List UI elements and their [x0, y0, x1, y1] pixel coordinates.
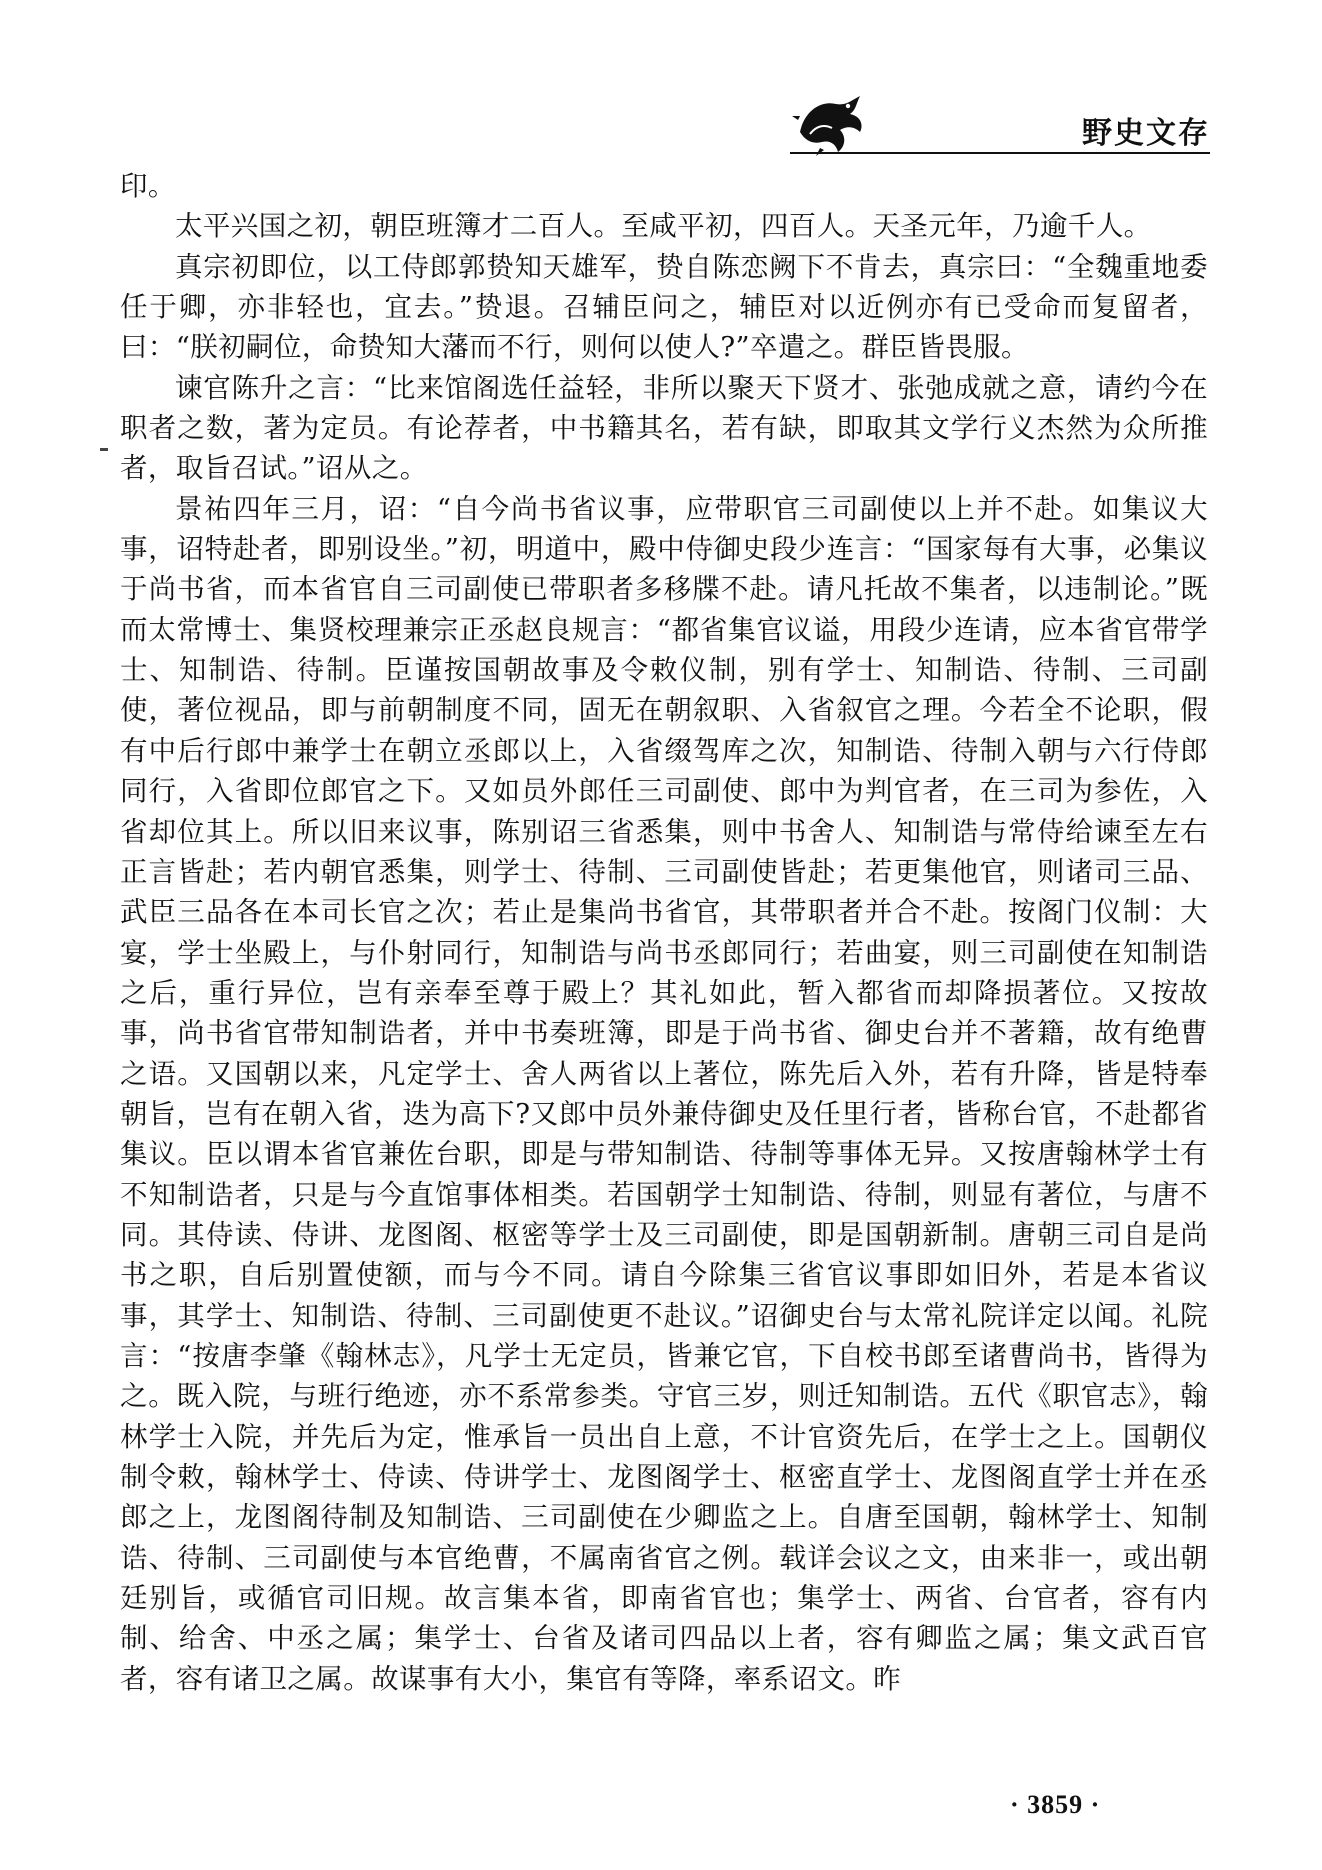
paragraph: 景祐四年三月，诏：“自今尚书省议事，应带职官三司副使以上并不赴。如集议大事，诏特赴者，即别设坐。”初，明道中，殿中侍御史段少连言：“国家每有大事，必集议于尚书省，而本省官自三司副使已带职者多移牒不赴。请凡托故不集者，以违制论。”既而太常博士、集贤校理兼宗正丞赵良规言：“都省集官议谥，用段少连请，应本省官带学士、知制诰、待制。臣谨按国朝故事及令敕仪制，别有学士、知制诰、待制、三司副使，著位视品，即与前朝制度不同，固无在朝叙职、入省叙官之理。今若全不论职，假有中后行郎中兼学士在朝立丞郎以上，入省缀驾库之次，知制诰、待制入朝与六行侍郎同行，入省即位郎官之下。又如员外郎任三司副使、郎中为判官者，在三司为参佐，入省却位其上。所以旧来议事，陈别诏三省悉集，则中书舍人、知制诰与常侍给谏至左右正言皆赴；若内朝官悉集，则学士、待制、三司副使皆赴；若更集他官，则诸司三品、武臣三品各在本司长官之次；若止是集尚书省官，其带职者并合不赴。按阁门仪制：大宴，学士坐殿上，与仆射同行，知制诰与尚书丞郎同行；若曲宴，则三司副使在知制诰之后，重行异位，岂有亲奉至尊于殿上？其礼如此，暂入都省而却降损著位。又按故事，尚书省官带知制诰者，并中书奏班簿，即是于尚书省、御史台并不著籍，故有绝曹之语。又国朝以来，凡定学士、舍人两省以上著位，陈先后入外，若有升降，皆是特奉朝旨，岂有在朝入省，迭为高下?又郎中员外兼侍御史及任里行者，皆称台官，不赴都省集议。臣以谓本省官兼佐台职，即是与带知制诰、待制等事体无异。又按唐翰林学士有不知制诰者，只是与今直馆事体相类。若国朝学士知制诰、待制，则显有著位，与唐不同。其侍读、侍讲、龙图阁、枢密等学士及三司副使，即是国朝新制。唐朝三司自是尚书之职，自后别置使额，而与今不同。请自今除集三省官议事即如旧外，若是本省议事，其学士、知制诰、待制、三司副使更不赴议。”诏御史台与太常礼院详定以闻。礼院言：“按唐李肇《翰林志》，凡学士无定员，皆兼它官，下自校书郎至诸曹尚书，皆得为之。既入院，与班行绝迹，亦不系常参类。守官三岁，则迁知制诰。五代《职官志》，翰林学士入院，并先后为定，惟承旨一员出自上意，不计官资先后，在学士之上。国朝仪制令敕，翰林学士、侍读、侍讲学士、龙图阁学士、枢密直学士、龙图阁直学士并在丞郎之上，龙图阁待制及知制诰、三司副使在少卿监之上。自唐至国朝，翰林学士、知制诰、待制、三司副使与本官绝曹，不属南省官之例。载详会议之文，由来非一，或出朝廷别旨，或循官司旧规。故言集本省，即南省官也；集学士、两省、台官者，容有内制、给舍、中丞之属；集学士、台省及诸司四品以上者，容有卿监之属；集文武百官者，容有诸卫之属。故谋事有大小，集官有等降，率系诏文。昨: [120, 492, 1208, 1695]
paragraph: 谏官陈升之言：“比来馆阁选任益轻，非所以聚天下贤才、张弛成就之意，请约今在职者之数，著为定员。有论荐者，中书籍其名，若有缺，即取其文学行义杰然为众所推者，取旨召试。”诏从之。: [120, 371, 1208, 485]
running-header: [790, 90, 1210, 160]
header-rule: [790, 152, 1210, 154]
paragraph: 太平兴国之初，朝臣班簿才二百人。至咸平初，四百人。天圣元年，乃逾千人。: [175, 210, 1152, 243]
paragraph: 印。: [120, 170, 176, 202]
page-number: · 3859 ·: [1010, 1790, 1101, 1819]
paragraph: 真宗初即位，以工侍郎郭贽知天雄军，贽自陈恋阙下不肯去，真宗曰：“全魏重地委任于卿，亦非轻也，宜去。”贽退。召辅臣问之，辅臣对以近例亦有已受命而复留者，曰：“朕初嗣位，命贽知大藩而不行，则何以使人?”卒遣之。群臣皆畏服。: [120, 250, 1208, 364]
margin-mark: [100, 448, 108, 451]
header-title: 野史文存: [1082, 116, 1210, 151]
dragon-emblem-icon: [790, 90, 870, 160]
body-text: [120, 166, 1208, 1699]
